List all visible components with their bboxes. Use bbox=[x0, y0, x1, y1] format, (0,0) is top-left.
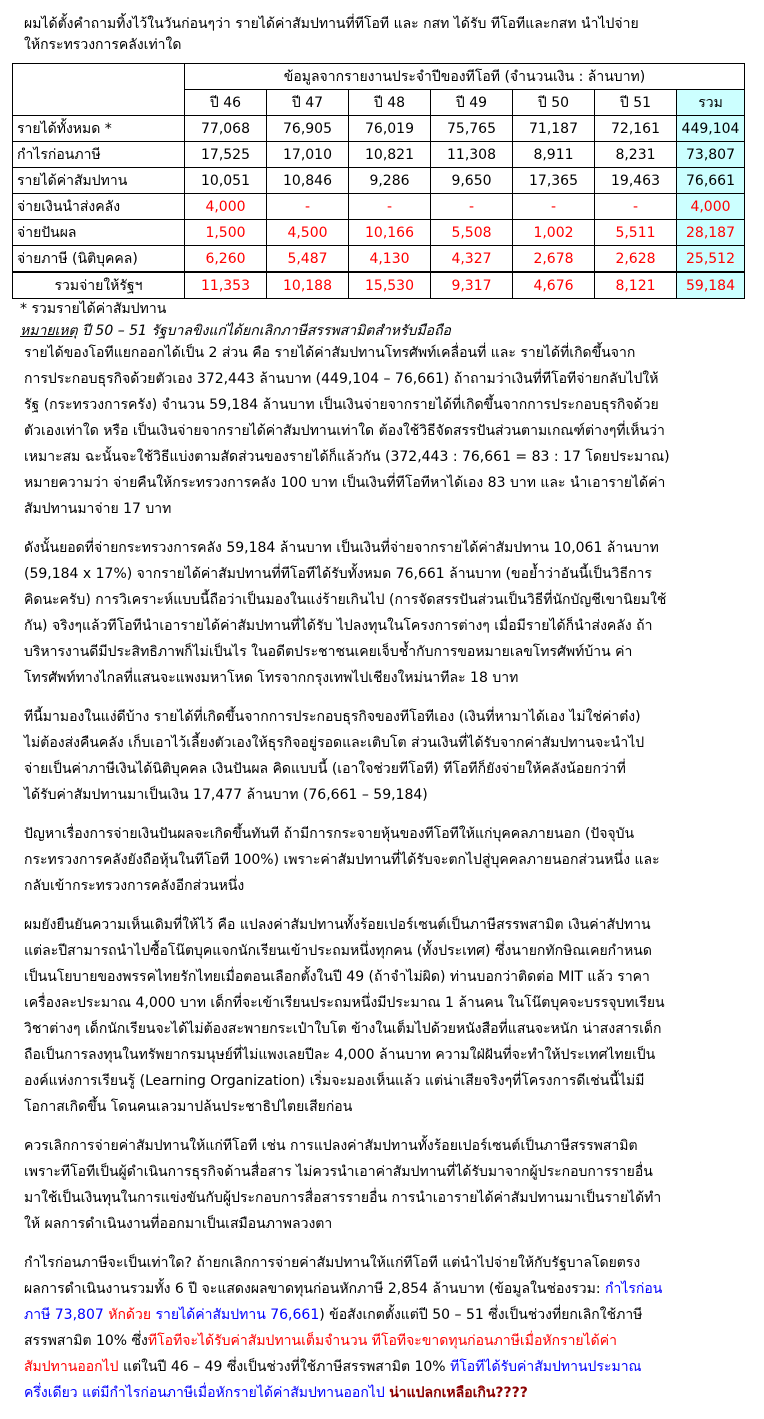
table-notes bbox=[20, 298, 451, 342]
value-cell: 17,010 bbox=[267, 142, 349, 168]
text-segment: แต่ละปีสามารถนำไปซื้อโน๊ตบุคแจกนักเรียนเข้าประถมหนึ่งทุกคน (ทั้งประเทศ) ซึ่งนายกทักษิณเคยกำหนด bbox=[24, 943, 652, 959]
row-label: รวมจ่ายให้รัฐฯ bbox=[13, 272, 185, 299]
value-cell: 10,188 bbox=[267, 272, 349, 299]
intro-question bbox=[24, 14, 744, 56]
row-label: รายได้ค่าสัมปทาน bbox=[13, 168, 185, 194]
text-line bbox=[24, 873, 754, 899]
value-cell: 8,231 bbox=[595, 142, 677, 168]
year-header: ปี 46 bbox=[185, 90, 267, 116]
text-line bbox=[24, 1302, 754, 1328]
highlighted-text: ภาษี 73,807 bbox=[24, 1307, 109, 1323]
value-cell: 9,317 bbox=[431, 272, 513, 299]
row-label: กำไรก่อนภาษี bbox=[13, 142, 185, 168]
highlighted-text: ทีโอทีจะได้รับค่าสัมปทานเต็มจำนวน ทีโอทีจะขาดทุนก่อนภาษีเมื่อหักรายได้ค่า bbox=[147, 1333, 617, 1349]
text-segment: กำไรก่อนภาษีจะเป็นเท่าใด? ถ้ายกเลิกการจ่ายค่าสัมปทานให้แก่ทีโอที แต่นำไปจ่ายให้กับรัฐบาลโดยตรง bbox=[24, 1255, 641, 1271]
text-line bbox=[24, 665, 754, 691]
text-line bbox=[24, 496, 754, 522]
text-line bbox=[24, 1380, 754, 1406]
year-header: ปี 47 bbox=[267, 90, 349, 116]
text-segment: เครื่องละประมาณ 4,000 บาท เด็กที่จะเข้าเรียนประถมหนึ่งมีประมาณ 1 ล้านคน ในโน๊ตบุคจะบรรจุบทเรียน bbox=[24, 995, 665, 1011]
value-cell: 17,365 bbox=[513, 168, 595, 194]
paragraph bbox=[24, 704, 754, 808]
highlighted-text: หักด้วย bbox=[108, 1307, 156, 1323]
text-segment: (59,184 x 17%) จากรายได้ค่าสัมปทานที่ทีโอทีได้รับทั้งหมด 76,661 ล้านบาท (ขอย้ำว่าอันนี้เป็นวิธีการ bbox=[24, 566, 652, 582]
text-segment: การประกอบธุรกิจด้วยตัวเอง 372,443 ล้านบาท (449,104 – 76,661) ถ้าถามว่าเงินที่ทีโอทีจ่ายกลับไปให้ bbox=[24, 371, 659, 387]
text-line bbox=[24, 1094, 754, 1120]
total-cell: 4,000 bbox=[677, 194, 745, 220]
text-line bbox=[24, 1133, 754, 1159]
text-segment: บริหารงานดีมีประสิทธิภาพก็ไม่เป็นไร ในอดีตประชาชนเคยเจ็บช้ำกับการขอหมายเลขโทรศัพท์บ้าน ค่า bbox=[24, 644, 633, 660]
row-label: จ่ายเงินนำส่งคลัง bbox=[13, 194, 185, 220]
value-cell: 19,463 bbox=[595, 168, 677, 194]
text-line bbox=[24, 704, 754, 730]
table-row bbox=[13, 246, 745, 273]
value-cell: 76,019 bbox=[349, 116, 431, 142]
paragraph bbox=[24, 1133, 754, 1237]
text-segment: เพราะทีโอทีเป็นผู้ดำเนินการธุรกิจด้านสื่อสาร ไม่ควรนำเอาค่าสัมปทานที่ได้รับมาจากผู้ประกอบการรายอื่น bbox=[24, 1164, 653, 1180]
value-cell: 1,500 bbox=[185, 220, 267, 246]
value-cell: 17,525 bbox=[185, 142, 267, 168]
remark-text: ปี 50 – 51 รัฐบาลขิงแก่ได้ยกเลิกภาษีสรรพสามิตสำหรับมือถือ bbox=[77, 323, 451, 339]
text-segment: องค์แห่งการเรียนรู้ (Learning Organization) เริ่มจะมองเห็นแล้ว แต่น่าเสียจริงๆที่โครงการดีเช่นนี้ไม่มี bbox=[24, 1073, 645, 1089]
text-line bbox=[24, 912, 754, 938]
article-body bbox=[24, 340, 754, 1419]
value-cell: 2,678 bbox=[513, 246, 595, 273]
value-cell: 15,530 bbox=[349, 272, 431, 299]
text-segment: วิชาต่างๆ เด็กนักเรียนจะได้ไม่ต้องสะพายกระเป๋าใบโต ข้างในเต็มไปด้วยหนังสือที่แสนจะหนัก น่าสงสารเด็ก bbox=[24, 1021, 662, 1037]
text-line bbox=[24, 1068, 754, 1094]
text-line bbox=[24, 340, 754, 366]
text-segment: แต่ในปี 46 – 49 ซึ่งเป็นช่วงที่ใช้ภาษีสรรพสามิต 10% bbox=[118, 1359, 451, 1375]
value-cell: 72,161 bbox=[595, 116, 677, 142]
total-cell: 59,184 bbox=[677, 272, 745, 299]
table-row bbox=[13, 272, 745, 299]
value-cell: 4,500 bbox=[267, 220, 349, 246]
paragraph bbox=[24, 1250, 754, 1406]
text-line bbox=[24, 1328, 754, 1354]
year-header: ปี 51 bbox=[595, 90, 677, 116]
text-segment: จ่ายเป็นค่าภาษีเงินได้นิติบุคคล เงินปันผล คิดแบบนี้ (เอาใจช่วยทีโอที) ทีโอทีก็ยังจ่ายให้คลังน้อยกว่าที่ bbox=[24, 761, 626, 777]
text-line bbox=[24, 730, 754, 756]
text-segment: คิดนะครับ) การวิเคราะห์แบบนี้ถือว่าเป็นมองในแง่ร้ายเกินไป (การจัดสรรปันส่วนเป็นวิธีที่นักบัญชีเขานิยมใช้ bbox=[24, 592, 667, 608]
value-cell: - bbox=[431, 194, 513, 220]
corner-cell bbox=[13, 64, 185, 116]
text-segment: ได้รับค่าสัมปทานมาเป็นเงิน 17,477 ล้านบาท (76,661 – 59,184) bbox=[24, 787, 428, 803]
value-cell: 10,846 bbox=[267, 168, 349, 194]
table-row bbox=[13, 220, 745, 246]
value-cell: 10,051 bbox=[185, 168, 267, 194]
value-cell: - bbox=[267, 194, 349, 220]
text-line bbox=[24, 366, 754, 392]
text-segment: สัมปทานมาจ่าย 17 บาท bbox=[24, 501, 172, 517]
text-line bbox=[24, 587, 754, 613]
total-header: รวม bbox=[677, 90, 745, 116]
text-line bbox=[24, 444, 754, 470]
text-line bbox=[24, 847, 754, 873]
asterisk-note: * รวมรายได้ค่าสัมปทาน bbox=[20, 301, 167, 317]
row-label: รายได้ทั้งหมด * bbox=[13, 116, 185, 142]
value-cell: 8,911 bbox=[513, 142, 595, 168]
text-segment: กลับเข้ากระทรวงการคลังอีกส่วนหนึ่ง bbox=[24, 878, 245, 894]
value-cell: 10,821 bbox=[349, 142, 431, 168]
row-label: จ่ายภาษี (นิติบุคคล) bbox=[13, 246, 185, 273]
table-row bbox=[13, 116, 745, 142]
text-line bbox=[24, 613, 754, 639]
value-cell: 4,327 bbox=[431, 246, 513, 273]
text-segment: ผลการดำเนินงานรวมทั้ง 6 ปี จะแสดงผลขาดทุนก่อนหักภาษี 2,854 ล้านบาท (ข้อมูลในช่องรวม: bbox=[24, 1281, 605, 1297]
value-cell: 4,000 bbox=[185, 194, 267, 220]
text-segment: หมายความว่า จ่ายคืนให้กระทรวงการคลัง 100 บาท เป็นเงินที่ทีโอทีหาได้เอง 83 บาท และ นำเอารายได้ค่า bbox=[24, 475, 666, 491]
total-cell: 28,187 bbox=[677, 220, 745, 246]
value-cell: 11,353 bbox=[185, 272, 267, 299]
total-cell: 25,512 bbox=[677, 246, 745, 273]
table-caption-row bbox=[13, 64, 745, 90]
text-line bbox=[24, 938, 754, 964]
text-line bbox=[24, 1159, 754, 1185]
year-header: ปี 48 bbox=[349, 90, 431, 116]
text-segment: กัน) จริงๆแล้วทีโอทีนำเอารายได้ค่าสัมปทานที่ได้รับ ไปลงทุนในโครงการต่างๆ เมื่อมีรายได้ก็นำส่งคลัง ถ้า bbox=[24, 618, 653, 634]
value-cell: 5,508 bbox=[431, 220, 513, 246]
value-cell: 77,068 bbox=[185, 116, 267, 142]
value-cell: 71,187 bbox=[513, 116, 595, 142]
remark-note bbox=[20, 320, 451, 342]
text-line bbox=[24, 470, 754, 496]
paragraph bbox=[24, 821, 754, 899]
value-cell: 1,002 bbox=[513, 220, 595, 246]
total-cell: 73,807 bbox=[677, 142, 745, 168]
year-header: ปี 50 bbox=[513, 90, 595, 116]
year-header: ปี 49 bbox=[431, 90, 513, 116]
text-line bbox=[24, 1185, 754, 1211]
value-cell: 4,676 bbox=[513, 272, 595, 299]
paragraph bbox=[24, 535, 754, 691]
table-row bbox=[13, 168, 745, 194]
text-segment: ผมยังยืนยันความเห็นเดิมที่ให้ไว้ คือ แปลงค่าสัมปทานทั้งร้อยเปอร์เซนต์เป็นภาษีสรรพสามิต เงินค่าสัปทาน bbox=[24, 917, 651, 933]
text-segment: ควรเลิกการจ่ายค่าสัมปทานให้แก่ทีโอที เช่น การแปลงค่าสัมปทานทั้งร้อยเปอร์เซนต์เป็นภาษีสรรพสามิต bbox=[24, 1138, 638, 1154]
value-cell: 4,130 bbox=[349, 246, 431, 273]
table-row bbox=[13, 194, 745, 220]
highlighted-text: น่าแปลกเหลือเกิน???? bbox=[389, 1385, 528, 1401]
value-cell: - bbox=[595, 194, 677, 220]
text-line bbox=[24, 1042, 754, 1068]
value-cell: 5,487 bbox=[267, 246, 349, 273]
highlighted-text: รายได้ค่าสัมปทาน 76,661 bbox=[155, 1307, 320, 1323]
text-segment: ไม่ต้องส่งคืนคลัง เก็บเอาไว้เลี้ยงตัวเองให้ธุรกิจอยู่รอดและเติบโต ส่วนเงินที่ได้รับจากค่าสัมปทานจะนำไป bbox=[24, 735, 645, 751]
intro-line: ผมได้ตั้งคำถามทิ้งไว้ในวันก่อนๆว่า รายได้ค่าสัมปทานที่ทีโอที และ กสท ได้รับ ทีโอทีและกสท นำไปจ่าย bbox=[24, 16, 639, 32]
value-cell: 76,905 bbox=[267, 116, 349, 142]
text-line bbox=[24, 756, 754, 782]
highlighted-text: ทีโอทีได้รับค่าสัมปทานประมาณ bbox=[450, 1359, 642, 1375]
text-line bbox=[24, 1211, 754, 1237]
text-line bbox=[24, 1016, 754, 1042]
text-segment: ตัวเองเท่าใด หรือ เป็นเงินจ่ายจากรายได้ค่าสัมปทานเท่าใด ต้องใช้วิธีจัดสรรปันส่วนตามเกณฑ์ต่างๆที่เห็นว่า bbox=[24, 423, 665, 439]
text-segment: เป็นนโยบายของพรรคไทยรักไทยเมื่อตอนเลือกตั้งในปี 49 (ถ้าจำไม่ผิด) ท่านบอกว่าติดต่อ MIT แล้ว ราคา bbox=[24, 969, 650, 985]
value-cell: - bbox=[513, 194, 595, 220]
text-segment: โทรศัพท์ทางไกลที่แสนจะแพงมหาโหด โทรจากกรุงเทพไปเชียงใหม่นาทีละ 18 บาท bbox=[24, 670, 519, 686]
value-cell: 9,286 bbox=[349, 168, 431, 194]
text-segment: ถือเป็นการลงทุนในทรัพยากรมนุษย์ที่ไม่แพงเลยปีละ 4,000 ล้านบาท ความใฝ่ฝันที่จะทำให้ประเทศไทยเป็น bbox=[24, 1047, 656, 1063]
tot-financial-table bbox=[12, 63, 745, 299]
text-line bbox=[24, 1354, 754, 1380]
value-cell: 10,166 bbox=[349, 220, 431, 246]
text-line bbox=[24, 1276, 754, 1302]
text-segment: ดังนั้นยอดที่จ่ายกระทรวงการคลัง 59,184 ล้านบาท เป็นเงินที่จ่ายจากรายได้ค่าสัมปทาน 10,061 ล้านบาท bbox=[24, 540, 659, 556]
text-segment: มาใช้เป็นเงินทุนในการแข่งขันกับผู้ประกอบการสื่อสารรายอื่น การนำเอารายได้ค่าสัมปทานมาเป็นรายได้ทำ bbox=[24, 1190, 662, 1206]
remark-label: หมายเหตุ bbox=[20, 323, 78, 339]
text-line bbox=[24, 964, 754, 990]
table-row bbox=[13, 142, 745, 168]
value-cell: 2,628 bbox=[595, 246, 677, 273]
text-segment: เหมาะสม ฉะนั้นจะใช้วิธีแบ่งตามสัดส่วนของรายได้ก็แล้วกัน (372,443 : 76,661 = 83 : 17 โดยประมาณ) bbox=[24, 449, 670, 465]
text-line bbox=[24, 639, 754, 665]
text-segment: กระทรวงการคลังยังถือหุ้นในทีโอที 100%) เพราะค่าสัมปทานที่ได้รับจะตกไปสู่บุคคลภายนอกส่วนหนึ่ง และ bbox=[24, 852, 660, 868]
text-line bbox=[24, 990, 754, 1016]
table-caption: ข้อมูลจากรายงานประจำปีของทีโอที (จำนวนเงิน : ล้านบาท) bbox=[185, 64, 745, 90]
value-cell: 75,765 bbox=[431, 116, 513, 142]
value-cell: 11,308 bbox=[431, 142, 513, 168]
text-line bbox=[24, 418, 754, 444]
text-segment: รายได้ของโอทีแยกออกได้เป็น 2 ส่วน คือ รายได้ค่าสัมปทานโทรศัพท์เคลื่อนที่ และ รายได้ที่เกิดขึ้นจาก bbox=[24, 345, 636, 361]
value-cell: 6,260 bbox=[185, 246, 267, 273]
paragraph bbox=[24, 340, 754, 522]
text-line bbox=[24, 1250, 754, 1276]
value-cell: 9,650 bbox=[431, 168, 513, 194]
text-segment: ) ข้อสังเกตตั้งแต่ปี 50 – 51 ซึ่งเป็นช่วงที่ยกเลิกใช้ภาษี bbox=[319, 1307, 643, 1323]
text-line bbox=[24, 561, 754, 587]
paragraph bbox=[24, 912, 754, 1120]
text-segment: โอกาสเกิดขึ้น โดนคนเลวมาปล้นประชาธิปไตยเสียก่อน bbox=[24, 1099, 353, 1115]
highlighted-text: กำไรก่อน bbox=[605, 1281, 663, 1297]
intro-line: ให้กระทรวงการคลังเท่าใด bbox=[24, 37, 182, 53]
text-line bbox=[24, 821, 754, 847]
text-segment: ปัญหาเรื่องการจ่ายเงินปันผลจะเกิดขึ้นทันที ถ้ามีการกระจายหุ้นของทีโอทีให้แก่บุคคลภายนอก (ปัจจุบัน bbox=[24, 826, 635, 842]
value-cell: 5,511 bbox=[595, 220, 677, 246]
text-line bbox=[24, 535, 754, 561]
value-cell: - bbox=[349, 194, 431, 220]
text-segment: รัฐ (กระทรวงการครัง) จำนวน 59,184 ล้านบาท เป็นเงินจ่ายจากรายได้ที่เกิดขึ้นจากการประกอบธุรกิจด้วย bbox=[24, 397, 659, 413]
text-segment: ทีนี้มามองในแง่ดีบ้าง รายได้ที่เกิดขึ้นจากการประกอบธุรกิจของทีโอทีเอง (เงินที่หามาได้เอง ไม่ใช่ค่าต๋ง) bbox=[24, 709, 641, 725]
total-cell: 449,104 bbox=[677, 116, 745, 142]
text-segment: สรรพสามิต 10% ซึ่ง bbox=[24, 1333, 148, 1349]
total-cell: 76,661 bbox=[677, 168, 745, 194]
value-cell: 8,121 bbox=[595, 272, 677, 299]
highlighted-text: สัมปทานออกไป bbox=[24, 1359, 119, 1375]
text-line bbox=[24, 782, 754, 808]
highlighted-text: ครึ่งเดียว แต่มีกำไรก่อนภาษีเมื่อหักรายได้ค่าสัมปทานออกไป bbox=[24, 1385, 390, 1401]
row-label: จ่ายปันผล bbox=[13, 220, 185, 246]
text-segment: ให้ ผลการดำเนินงานที่ออกมาเป็นเสมือนภาพลวงตา bbox=[24, 1216, 333, 1232]
text-line bbox=[24, 392, 754, 418]
